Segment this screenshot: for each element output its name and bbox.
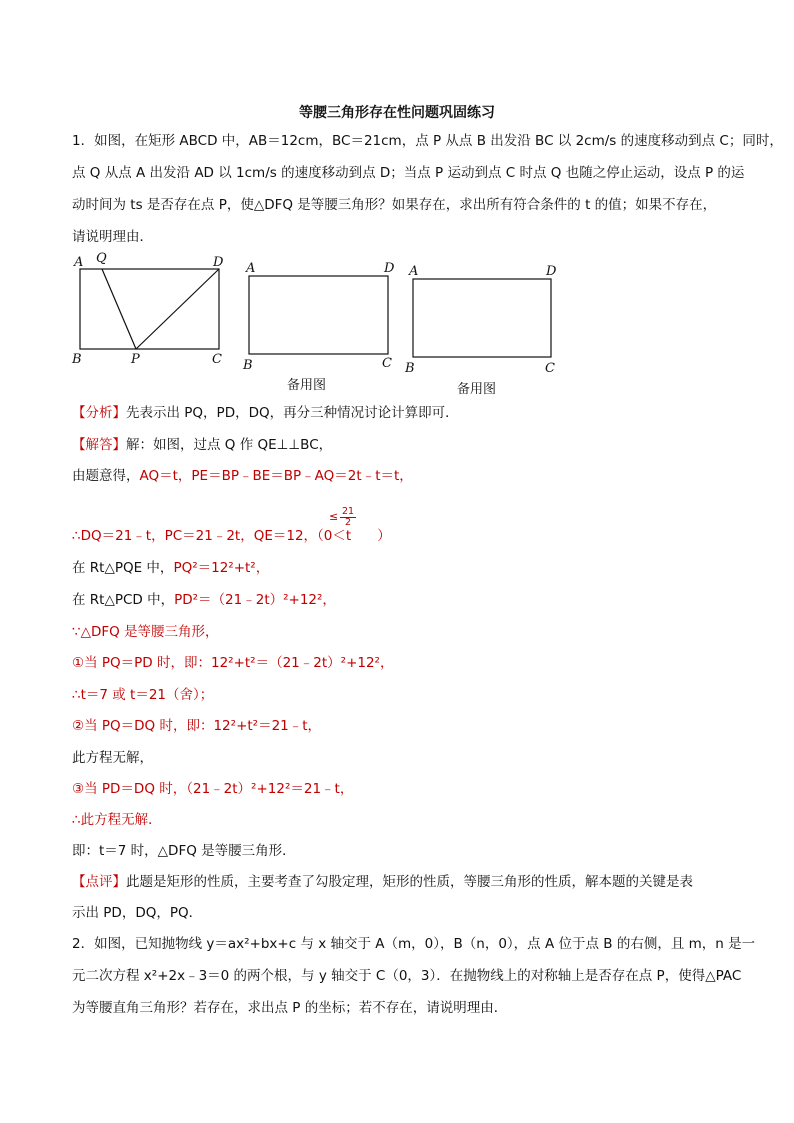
problem2-line1: 2．如图，已知抛物线 y＝ax²+bx+c 与 x 轴交于 A（m，0），B（n，0），点 A 位于点 B 的右侧，且 m，n 是一 <box>72 936 756 952</box>
problem2-line2: 元二次方程 x²+2x﹣3＝0 的两个根，与 y 轴交于 C（0，3）．在抛物线上的对称轴上是否存在点 P，使得△PAC <box>72 968 742 984</box>
comment-line1 <box>72 872 693 892</box>
page-title: 等腰三角形存在性问题巩固练习 <box>299 105 495 121</box>
solution-line-f: ①当 PQ＝PD 时，即：12²+t²＝（21﹣2t）²+12²， <box>72 655 394 671</box>
frac-numerator: 21 <box>341 506 355 517</box>
line-c-expr: PQ²＝12²+t²， <box>173 560 270 576</box>
rect-spare-1 <box>249 276 388 354</box>
label-b: B <box>72 352 82 367</box>
line-l-text: t＝7 时，△DFQ 是等腰三角形． <box>99 843 296 859</box>
frac-denominator: 2 <box>344 517 352 528</box>
solution-line-j: ③当 PD＝DQ 时，（21﹣2t）²+12²＝21﹣t， <box>72 781 354 797</box>
solution-line-i: 此方程无解， <box>72 750 153 766</box>
line-b-end: ） <box>377 528 391 544</box>
problem1-line3: 动时间为 ts 是否存在点 P，使△DFQ 是等腰三角形？如果存在，求出所有符合条件的 t 的值；如果不存在， <box>72 197 717 213</box>
label-c: C <box>382 356 392 371</box>
analysis-tag: 【分析】 <box>72 405 126 421</box>
label-p: P <box>131 352 140 367</box>
solution-line-c <box>72 558 269 578</box>
fraction-21-over-2 <box>340 507 356 528</box>
problem2-line3: 为等腰直角三角形？若存在，求出点 P 的坐标；若不存在，请说明理由． <box>72 1000 508 1016</box>
figure-spare-1 <box>238 257 400 375</box>
leq-symbol: ≤ <box>329 510 339 523</box>
label-b: B <box>243 358 253 373</box>
caption-spare-2: 备用图 <box>457 382 497 397</box>
label-b: B <box>405 361 415 376</box>
solution-line-d <box>72 590 336 610</box>
line-a-expr: AQ＝t，PE＝BP﹣BE＝BP﹣AQ＝2t﹣t＝t， <box>139 468 413 484</box>
segment-pd <box>136 269 219 349</box>
rect-abcd <box>80 269 219 349</box>
figure-spare-2 <box>400 261 565 379</box>
problem1-line4: 请说明理由． <box>72 229 153 245</box>
line-a-prefix: 由题意得， <box>72 468 140 484</box>
label-c: C <box>212 352 222 367</box>
line-c-prefix: 在 Rt△PQE 中， <box>72 560 174 576</box>
answer-tag: 【解答】 <box>72 437 126 453</box>
solution-line-g: ∴t＝7 或 t＝21（舍）； <box>72 687 214 703</box>
solution-line-a <box>72 466 413 486</box>
figure-main <box>66 250 236 368</box>
analysis-line <box>72 403 459 423</box>
label-c: C <box>545 361 555 376</box>
problem1-line2: 点 Q 从点 A 出发沿 AD 以 1cm/s 的速度移动到点 D；当点 P 运动到点 C 时点 Q 也随之停止运动，设点 P 的运 <box>72 165 745 181</box>
comment-line2: 示出 PD，DQ，PQ． <box>72 905 203 921</box>
analysis-text: 先表示出 PQ，PD，DQ，再分三种情况讨论计算即可． <box>126 405 459 421</box>
line-d-prefix: 在 Rt△PCD 中， <box>72 592 175 608</box>
line-b-text: ∴DQ＝21﹣t，PC＝21﹣2t，QE＝12，（0＜t <box>72 528 352 544</box>
rect-spare-2 <box>413 279 551 357</box>
label-a: A <box>74 255 84 270</box>
answer-text: 解：如图，过点 Q 作 QE⊥⊥BC， <box>126 437 333 453</box>
solution-line-h: ②当 PQ＝DQ 时，即：12²+t²＝21﹣t， <box>72 718 322 734</box>
label-d: D <box>213 255 224 270</box>
caption-spare-1: 备用图 <box>287 378 327 393</box>
label-d: D <box>546 264 557 279</box>
comment-text: 此题是矩形的性质，主要考查了勾股定理，矩形的性质，等腰三角形的性质，解本题的关键是表 <box>126 874 693 890</box>
solution-line-k: ∴此方程无解． <box>72 812 162 828</box>
comment-tag: 【点评】 <box>72 874 126 890</box>
problem1-line1: 1．如图，在矩形 ABCD 中，AB＝12cm，BC＝21cm，点 P 从点 B 出发沿 BC 以 2cm/s 的速度移动到点 C；同时， <box>72 133 783 149</box>
line-d-expr: PD²＝（21﹣2t）²+12²， <box>174 592 336 608</box>
solution-line-e: ∵△DFQ 是等腰三角形， <box>72 624 219 640</box>
solution-line-b <box>72 526 391 546</box>
line-l-prefix: 即： <box>72 843 99 859</box>
label-d: D <box>384 261 395 276</box>
solution-line-l <box>72 841 296 861</box>
label-q: Q <box>96 251 107 266</box>
segment-qp <box>102 269 136 349</box>
label-a: A <box>246 261 256 276</box>
label-a: A <box>409 264 419 279</box>
answer-line <box>72 435 332 455</box>
